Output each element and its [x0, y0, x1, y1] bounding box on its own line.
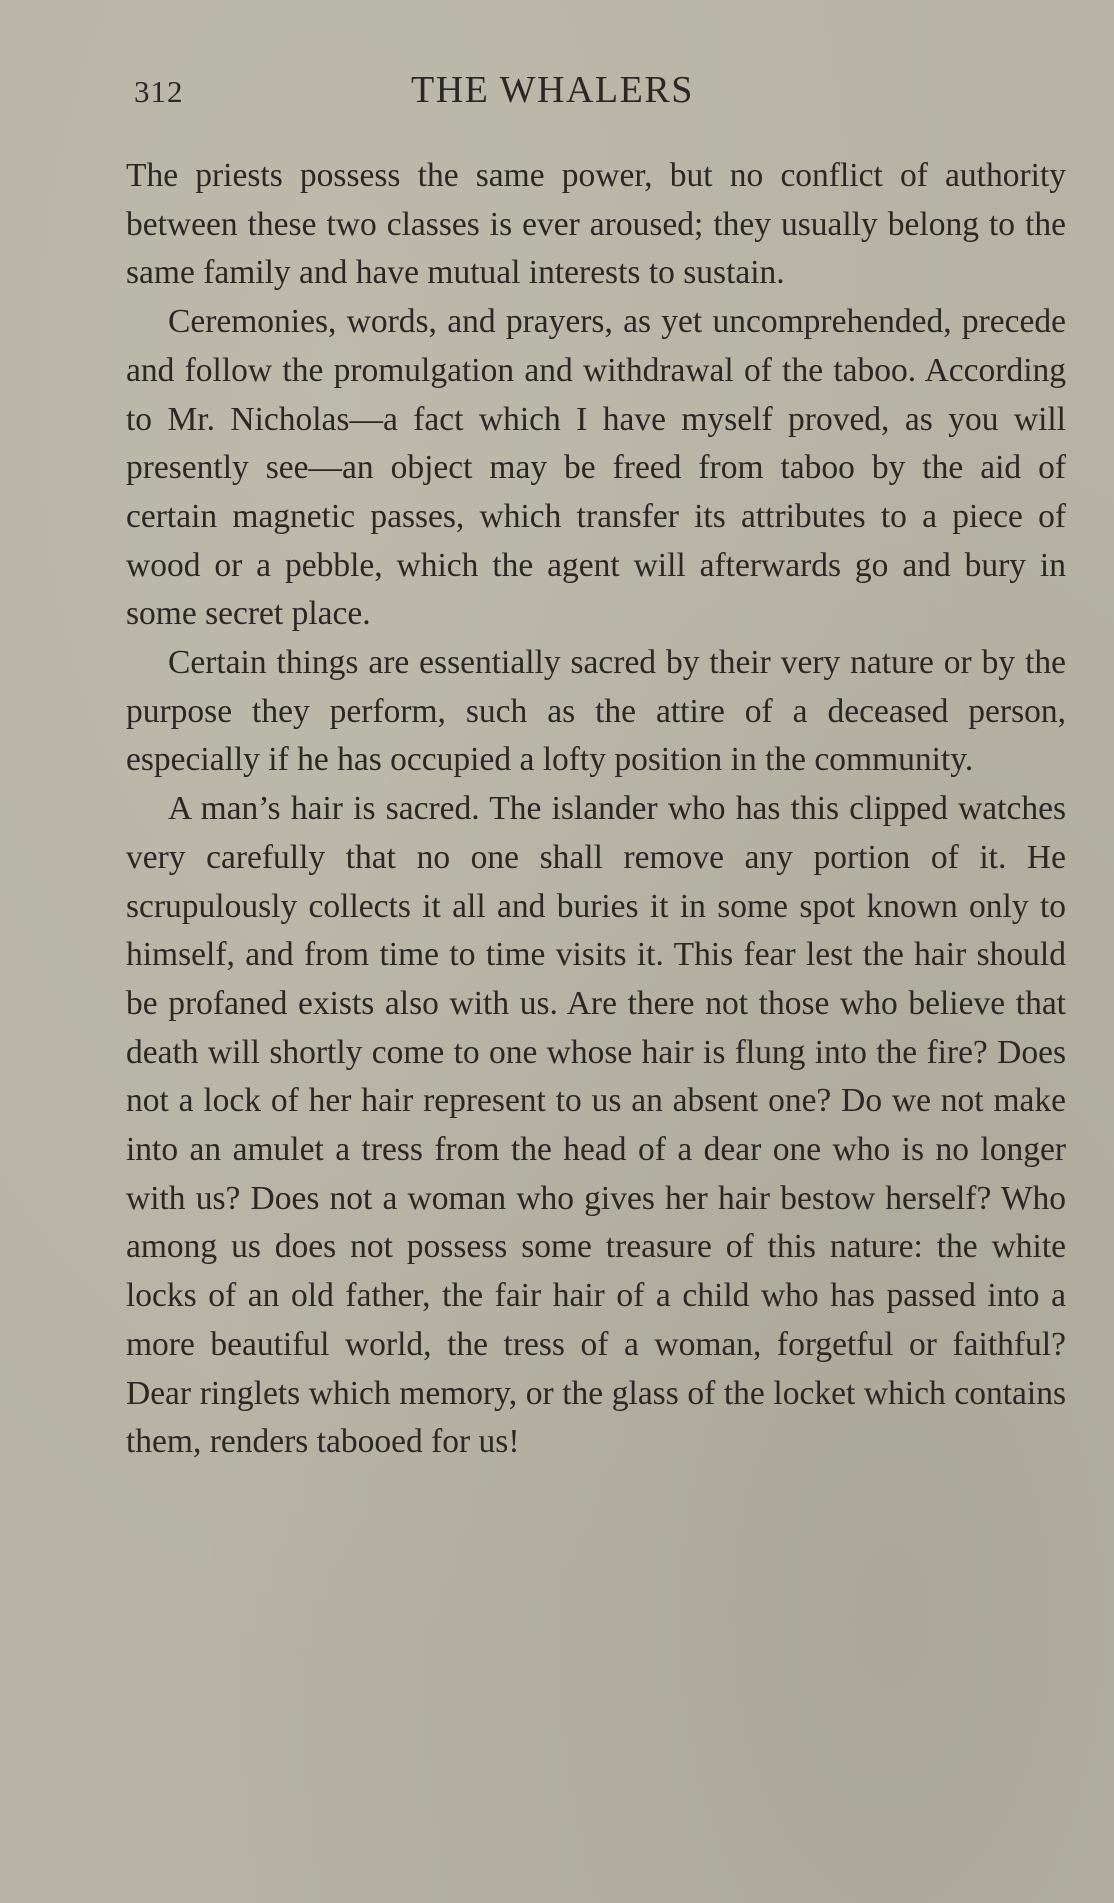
running-title: THE WHALERS — [411, 69, 694, 111]
paragraph-4: A man’s hair is sacred. The islander who has this clipped watches very carefully that no one shall remove any portion of it. He scrupulously collects it all and buries it in some spot known only to himself, and from time to time visits it. This fear lest the hair should be profaned exists also with us. Are there not those who believe that death will shortly come to one whose hair is flung into the fire? Does not a lock of her hair represent to us an absent one? Do we not make into an amulet a tress from the head of a dear one who is no longer with us? Does not a woman who gives her hair bestow herself? Who among us does not possess some treasure of this nature: the white locks of an old father, the fair hair of a child who has passed into a more beautiful world, the tress of a woman, forgetful or faithful? Dear ringlets which memory, or the glass of the locket which contains them, renders tabooed for us! — [126, 790, 1066, 1461]
page-header — [126, 62, 1066, 122]
paragraph-1: The priests possess the same power, but no conflict of authority between these two classes is ever aroused; they usually belong to the same family and have mutual interests to sustain. — [126, 157, 1066, 292]
paragraph-2: Ceremonies, words, and prayers, as yet uncomprehended, precede and follow the promulgation and withdrawal of the taboo. According to Mr. Nicholas—a fact which I have myself proved, as you will presently see—an object may be freed from taboo by the aid of certain magnetic passes, which transfer its attributes to a piece of wood or a pebble, which the agent will afterwards go and bury in some secret place. — [126, 303, 1066, 633]
paragraph-3: Certain things are essentially sacred by their very nature or by the purpose they perform, such as the attire of a deceased person, especially if he has occupied a lofty position in the community. — [126, 644, 1066, 779]
page-number: 312 — [134, 74, 184, 109]
body-text — [126, 152, 1066, 1467]
